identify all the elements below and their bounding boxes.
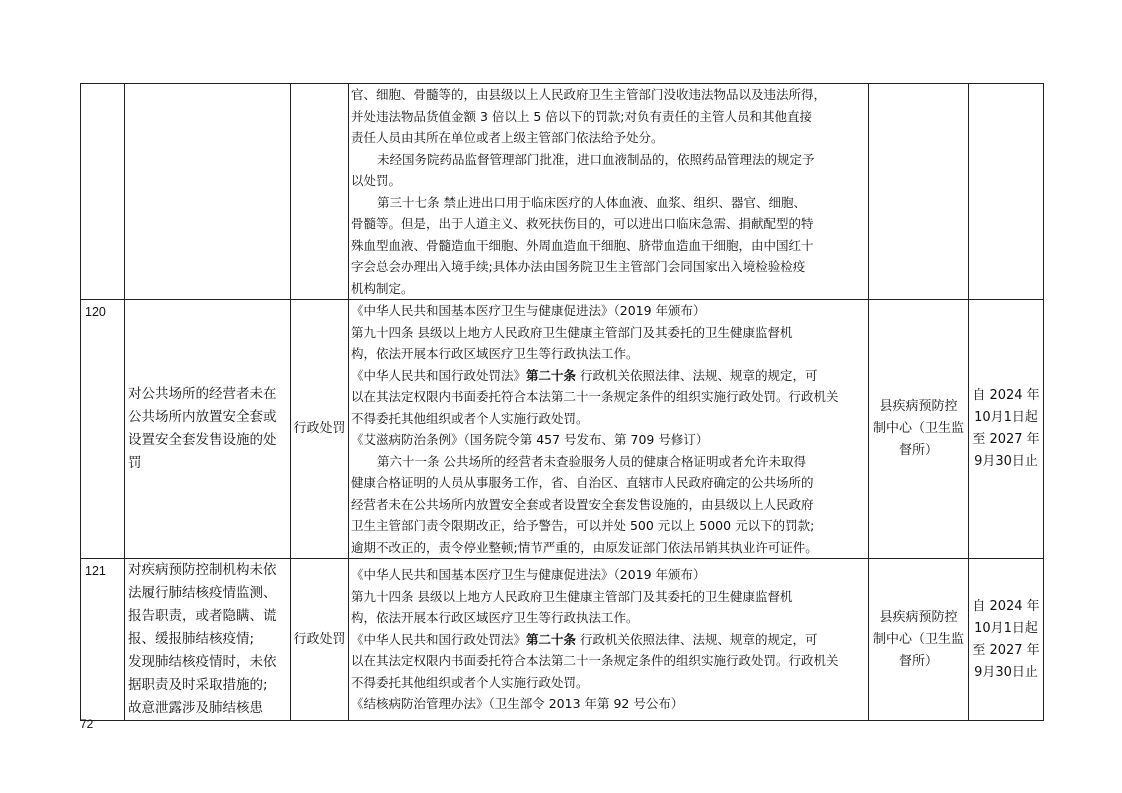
validity-period-line: 10月1日起	[974, 410, 1038, 425]
row-number: 120	[85, 305, 106, 319]
legal-basis-line: 以处罚。	[351, 173, 402, 188]
row-number: 121	[85, 564, 106, 578]
legal-basis-cell	[349, 84, 869, 300]
legal-basis-line: 构，依法开展本行政区域医疗卫生等行政执法工作。	[351, 346, 639, 361]
legal-basis-line: 机构制定。	[351, 280, 414, 296]
type-cell	[291, 300, 349, 559]
row-number-cell	[81, 84, 125, 300]
article-number-bold: 第二十条	[526, 631, 577, 647]
enforcement-type: 行政处罚	[293, 421, 346, 437]
validity-period-line: 自 2024 年	[972, 598, 1040, 614]
validity-period-line: 9月30日止	[974, 454, 1038, 469]
legal-basis-line: 第六十一条 公共场所的经营者未查验服务人员的健康合格证明或者允许未取得	[377, 453, 806, 469]
legal-basis-line: 字会总会办理出入境手续;具体办法由国务院卫生主管部门会同国家出入境检验检疫	[351, 259, 806, 274]
implementing-body-cell	[869, 300, 969, 559]
legal-basis-line: 《中华人民共和国基本医疗卫生与健康促进法》（2019 年颁布）	[351, 303, 706, 318]
table-row	[81, 84, 1044, 300]
table-body	[81, 84, 1044, 721]
implementing-body-line: 制中心（卫生监	[872, 421, 964, 436]
item-name-cell	[125, 84, 291, 300]
legal-basis-line: 未经国务院药品监督管理部门批准，进口血液制品的，依照药品管理法的规定予	[377, 151, 815, 167]
item-name-line: 报、缓报肺结核疫情;	[128, 631, 255, 647]
validity-period-line: 自 2024 年	[972, 388, 1040, 403]
item-name-line: 据职责及时采取措施的;	[128, 677, 268, 693]
implementing-body-line: 县疾病预防控	[879, 609, 958, 625]
legal-basis-line: 以在其法定权限内书面委托符合本法第二十一条规定条件的组织实施行政处罚。行政机关	[351, 653, 839, 669]
implementing-body-cell	[869, 84, 969, 300]
legal-basis-line: 殊血型血液、骨髓造血干细胞、外周血造血干细胞、脐带血造血干细胞，由中国红十	[351, 237, 814, 253]
law-title: 《中华人民共和国行政处罚法》	[351, 367, 527, 383]
item-name-line: 罚	[128, 455, 142, 471]
legal-basis-line: 健康合格证明的人员从事服务工作，省、自治区、直辖市人民政府确定的公共场所的	[351, 475, 814, 490]
legal-basis-line: 《中华人民共和国基本医疗卫生与健康促进法》（2019 年颁布）	[351, 567, 706, 583]
legal-basis-line: 并处违法物品货值金额 3 倍以上 5 倍以下的罚款;对负有责任的主管人员和其他直接	[351, 108, 813, 124]
implementing-body-line: 督所）	[898, 443, 938, 458]
item-name-line: 设置安全套发售设施的处	[128, 432, 277, 448]
legal-basis-line: 《结核病防治管理办法》（卫生部令 2013 年第 92 号公布）	[351, 696, 684, 712]
item-name-line: 报告职责，或者隐瞒、谎	[128, 608, 277, 624]
article-text: 行政机关依照法律、法规、规章的规定，可	[576, 631, 818, 647]
table-row	[81, 559, 1044, 721]
legal-basis-line: 构，依法开展本行政区域医疗卫生等行政执法工作。	[351, 610, 639, 626]
validity-period-line: 至 2027 年	[972, 432, 1040, 447]
legal-basis-line: 第九十四条 县级以上地方人民政府卫生健康主管部门及其委托的卫生健康监督机	[351, 588, 793, 604]
item-name-cell	[125, 559, 291, 721]
validity-period-line: 10月1日起	[974, 620, 1038, 636]
legal-basis-line: 《艾滋病防治条例》（国务院令第 457 号发布、第 709 号修订）	[351, 432, 709, 447]
legal-basis-line: 第三十七条 禁止进出口用于临床医疗的人体血液、血浆、组织、器官、细胞、	[377, 194, 806, 210]
enforcement-table	[80, 83, 1044, 721]
legal-basis-cell	[349, 300, 869, 559]
legal-basis-line	[351, 365, 866, 387]
legal-basis-line: 经营者未在公共场所内放置安全套或者设置安全套发售设施的，由县级以上人民政府	[351, 496, 814, 512]
legal-basis-line: 骨髓等。但是，出于人道主义、救死扶伤目的，可以进出口临床急需、捐献配型的特	[351, 216, 814, 231]
legal-basis-line: 责任人员由其所在单位或者上级主管部门依法给予处分。	[351, 130, 664, 145]
item-name-line: 对公共场所的经营者未在	[128, 386, 277, 402]
article-text: 行政机关依照法律、法规、规章的规定，可	[576, 367, 818, 383]
implementing-body-line: 县疾病预防控	[879, 399, 958, 414]
page-number: 72	[80, 717, 94, 731]
validity-period-cell	[969, 84, 1044, 300]
legal-basis-line: 卫生主管部门责令限期改正，给予警告，可以并处 500 元以上 5000 元以下的罚款;	[351, 518, 815, 533]
item-name-cell	[125, 300, 291, 559]
legal-basis-line: 逾期不改正的，责令停业整顿;情节严重的，由原发证部门依法吊销其执业许可证件。	[351, 539, 818, 555]
legal-basis-line: 以在其法定权限内书面委托符合本法第二十一条规定条件的组织实施行政处罚。行政机关	[351, 389, 839, 404]
item-name-line: 发现肺结核疫情时，未依	[128, 654, 277, 670]
item-name-line: 对疾病预防控制机构未依	[128, 562, 277, 578]
implementing-body-cell	[869, 559, 969, 721]
legal-basis-line: 官、细胞、骨髓等的，由县级以上人民政府卫生主管部门没收违法物品以及违法所得，	[351, 87, 827, 102]
legal-basis-line: 第九十四条 县级以上地方人民政府卫生健康主管部门及其委托的卫生健康监督机	[351, 324, 793, 340]
article-number-bold: 第二十条	[526, 367, 577, 383]
implementing-body-line: 督所）	[898, 653, 938, 669]
legal-basis-cell	[349, 559, 869, 721]
validity-period-line: 至 2027 年	[972, 642, 1040, 658]
item-name-line: 故意泄露涉及肺结核患	[128, 700, 263, 716]
row-number-cell	[81, 300, 125, 559]
item-name-line: 公共场所内放置安全套或	[128, 409, 277, 425]
validity-period-cell	[969, 559, 1044, 721]
row-number-cell	[81, 559, 125, 721]
validity-period-cell	[969, 300, 1044, 559]
legal-basis-line	[351, 629, 866, 651]
validity-period-line: 9月30日止	[974, 664, 1038, 680]
table-row	[81, 300, 1044, 559]
type-cell	[291, 559, 349, 721]
law-title: 《中华人民共和国行政处罚法》	[351, 631, 527, 647]
type-cell	[291, 84, 349, 300]
enforcement-type: 行政处罚	[293, 631, 346, 647]
item-name-line: 法履行肺结核疫情监测、	[128, 585, 277, 601]
legal-basis-line: 不得委托其他组织或者个人实施行政处罚。	[351, 410, 589, 426]
implementing-body-line: 制中心（卫生监	[872, 631, 964, 647]
legal-basis-line: 不得委托其他组织或者个人实施行政处罚。	[351, 674, 589, 690]
